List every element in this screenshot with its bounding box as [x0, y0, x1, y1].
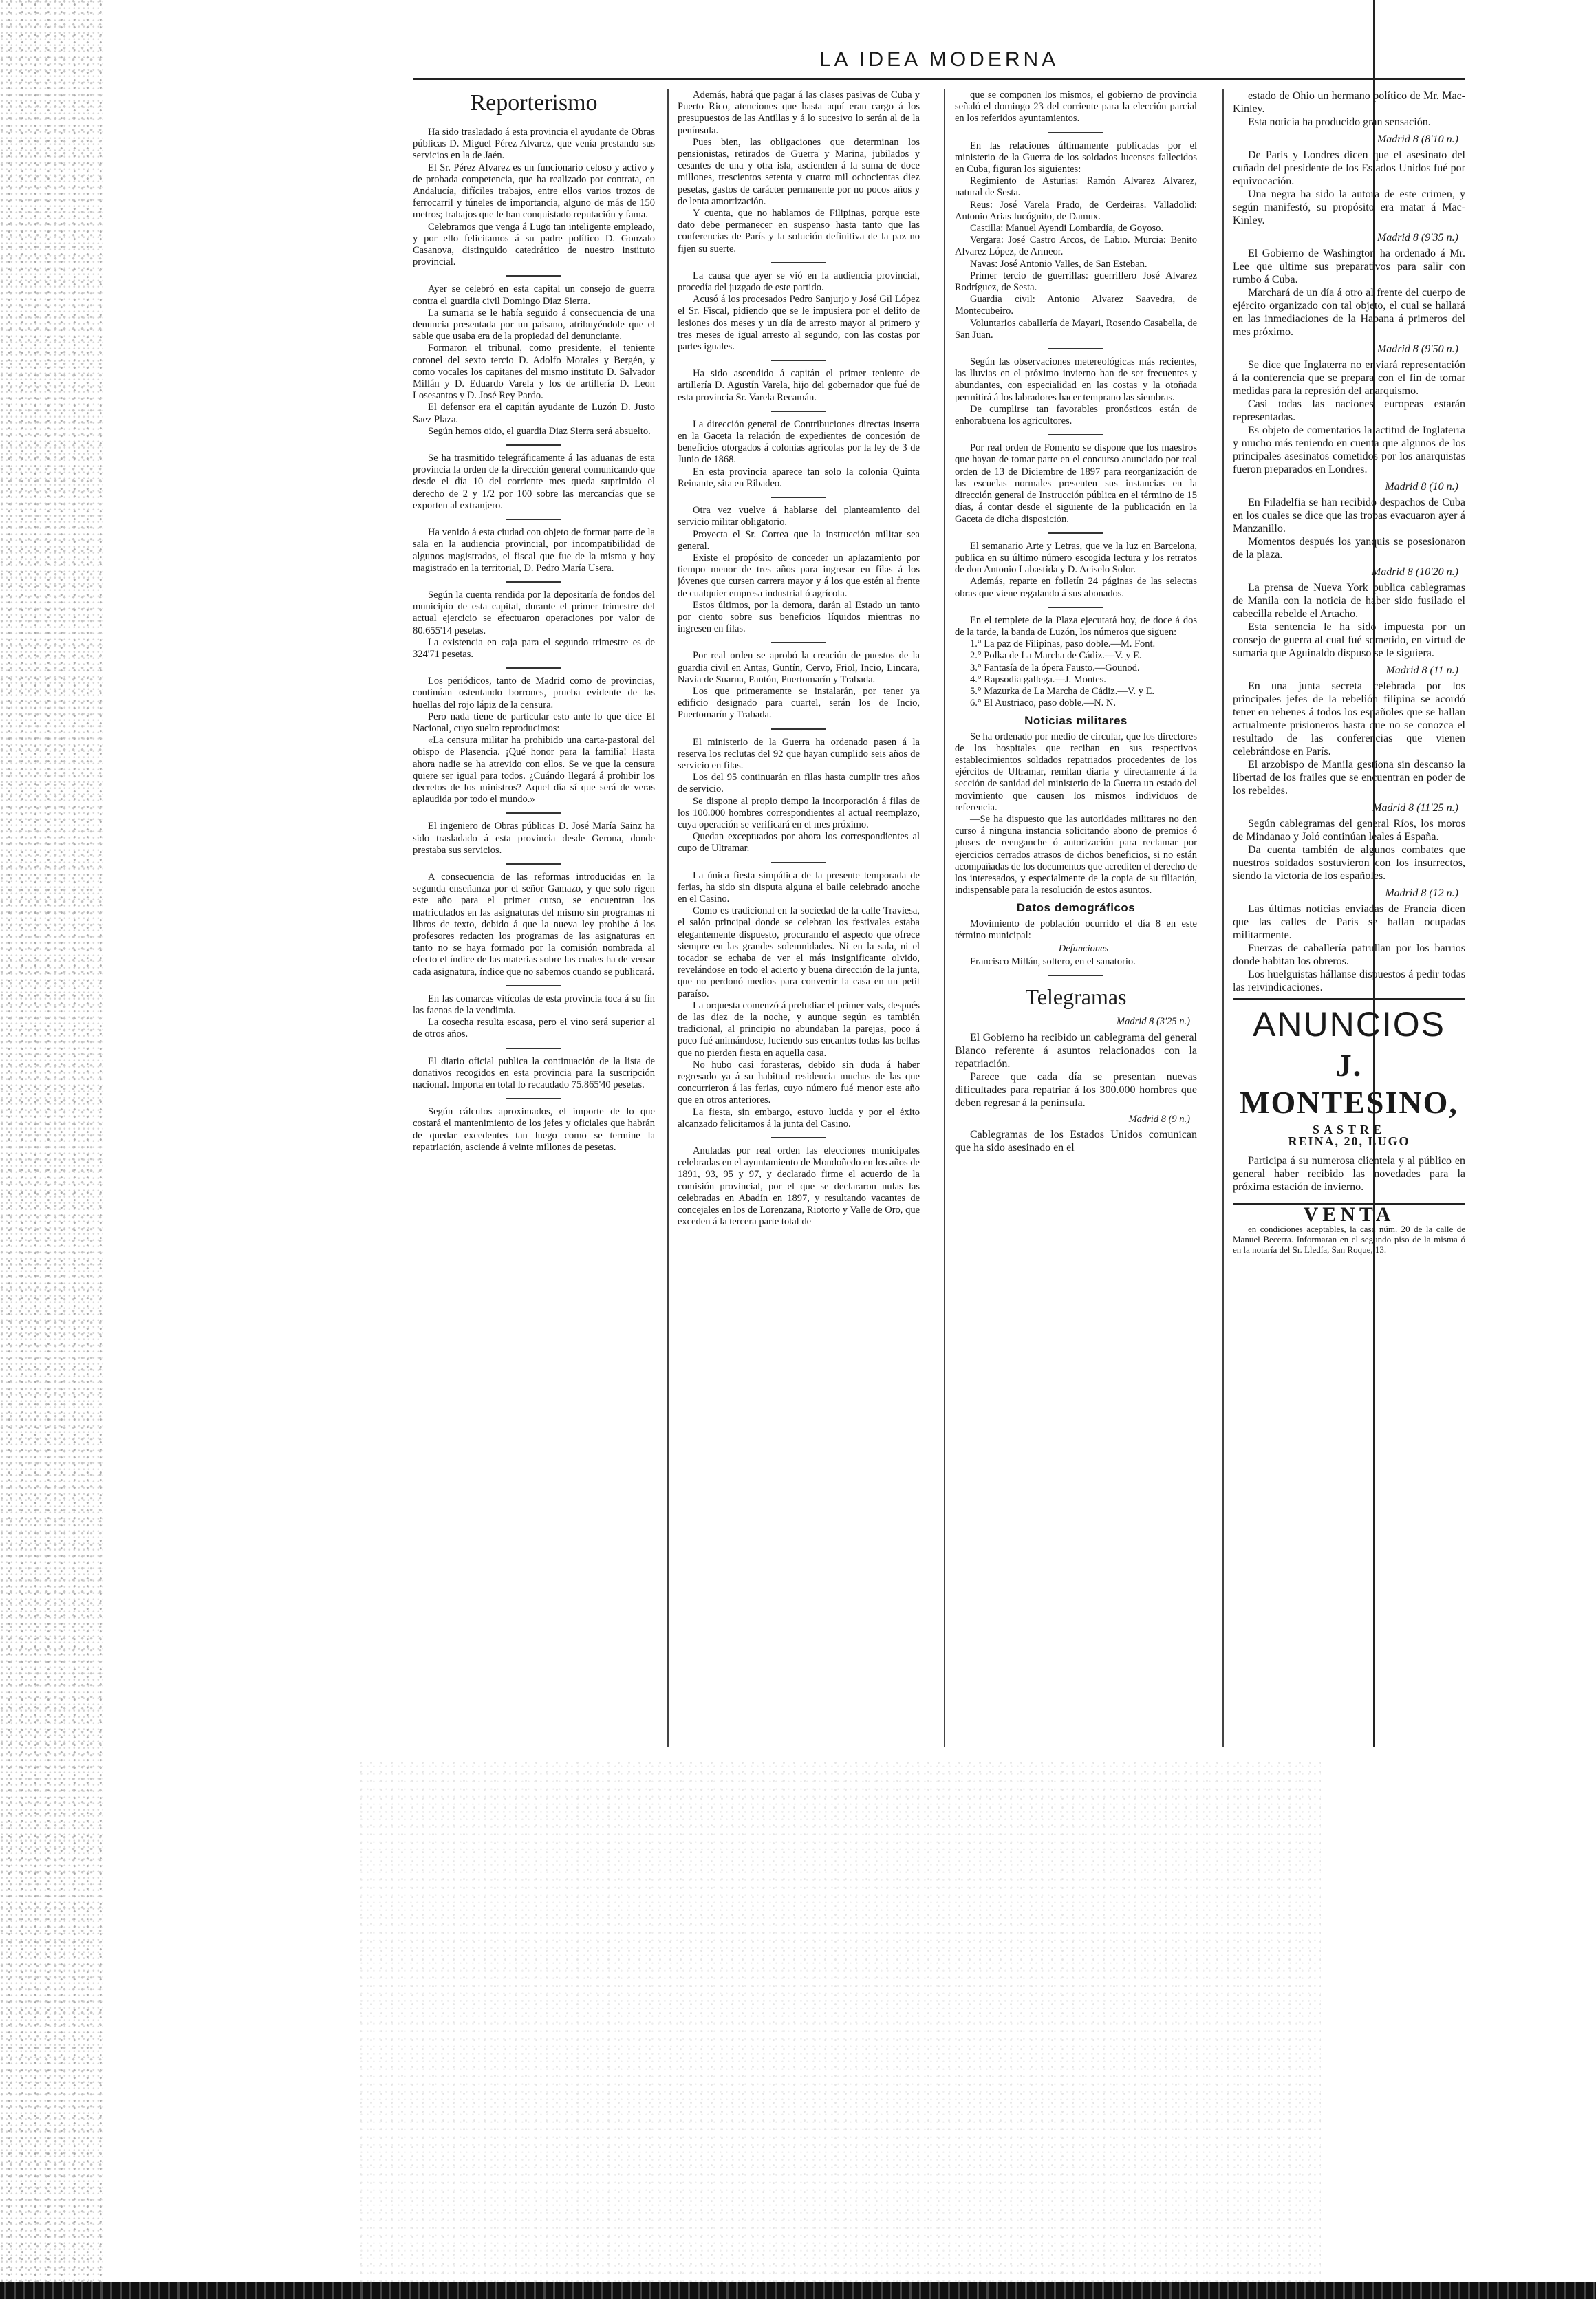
article-paragraph: «La censura militar ha prohibido una carta-pastoral del obispo de Plasencia. ¡Qué honor para la familia! Hasta ahora nadie se ha atrevido con ellos. Se ve que la censura quiere ser igual para todos. ¿Cuándo llegará á prohibir los decretos de los ministros? Aquel día sí que será de veras aplaudida por todo el mundo.» [413, 735, 655, 806]
article-paragraph: Según hemos oido, el guardia Diaz Sierra será absuelto. [428, 425, 651, 437]
article-paragraph: Se ha ordenado por medio de circular, que los directores de los hospitales que reciban en sus respectivos establecimientos soldados repatriados procedentes de los ejércitos de Ultramar, remitan diaria y directamente á la sección de sanidad del ministerio de la Guerra un estado del movimiento que causen los mismos individuos de referencia. [955, 731, 1197, 813]
telegram-dateline: Madrid 8 (12 n.) [1385, 887, 1458, 899]
demographic-intro: Movimiento de población ocurrido el día 8 en este término municipal: [955, 918, 1197, 941]
demographic-data-heading: Datos demográficos [1016, 901, 1136, 915]
telegrams-heading: Telegramas [1025, 984, 1127, 1010]
telegram-paragraph: Una negra ha sido la autora de este crimen, y según manifestó, su propósito era matar á Mac-Kinley. [1233, 188, 1465, 226]
article-paragraph: Reus: José Varela Prado, de Cerdeiras. Valladolid: Antonio Arias Iucógnito, de Damux. [955, 199, 1197, 222]
separator [771, 360, 826, 361]
telegram-paragraph: Momentos después los yanquis se posesionaron de la plaza. [1233, 536, 1465, 561]
column-3-body [955, 89, 1197, 709]
article-paragraph: El semanario Arte y Letras, que ve la luz en Barcelona, publica en su último número escogida lectura y los retratos de don Antonio Labastida y D. Aciselo Solor. [955, 540, 1197, 576]
article-paragraph: 4.° Rapsodia gallega.—J. Montes. [970, 673, 1106, 685]
separator [771, 642, 826, 643]
separator [506, 1098, 561, 1099]
separator [1048, 132, 1103, 133]
separator [771, 862, 826, 863]
telegram-dateline: Madrid 8 (10'20 n.) [1371, 566, 1458, 578]
article-paragraph: No hubo casi forasteras, debido sin duda á haber regresado ya á su habitual residencia muchas de las que concurrieron á las ferias, cuyo número fué menor este año que en otros anteriores. [678, 1059, 920, 1106]
deaths-subheading: Defunciones [1058, 943, 1109, 954]
telegram-paragraph: Esta noticia ha producido gran sensación. [1248, 116, 1431, 128]
telegram-paragraph: Parece que cada día se presentan nuevas dificultades para repatriar á los 300.000 hombres que deben regresar á la península. [955, 1070, 1197, 1109]
article-paragraph: La única fiesta simpática de la presente temporada de ferias, ha sido sin disputa alguna el baile celebrado anoche en el Casino. [678, 870, 920, 905]
article-paragraph: La dirección general de Contribuciones directas inserta en la Gaceta la relación de expedientes de concesión de beneficios otorgados á colonias agrícolas por la ley de 3 de Junio de 1868. [678, 418, 920, 466]
separator [506, 812, 561, 814]
article-paragraph: La existencia en caja para el segundo trimestre es de 324'71 pesetas. [413, 636, 655, 660]
article-paragraph: —Se ha dispuesto que las autoridades militares no den curso á ninguna instancia solicitando abono de premios ó pluses de reenganche ó autorización para reclamar por ejercicios cerrados atrasos de dichos beneficios, si no están acompañadas de los documentos que acrediten el derecho de los interesados, y especialmente de la copia de su filiación, indispensable para la resolución de estos asuntos. [955, 813, 1197, 896]
article-paragraph: Como es tradicional en la sociedad de la calle Traviesa, el salón principal donde se celebran los festivales estaba elegantemente dispuesto, procurando el aspecto que ofrece siempre en las grandes solemnidades. Ni en la sala, ni el tocador se echaba de ver el más insignificante olvido, revelándose en todo el acierto y buena dirección de la junta, que no perdonó medios para convertir la casa en un petit paraíso. [678, 905, 920, 1000]
article-paragraph: Los periódicos, tanto de Madrid como de provincias, continúan ostentando borrones, prueba evidente de las huellas del rojo lápiz de la censura. [413, 676, 655, 711]
article-paragraph: 2.° Polka de La Marcha de Cádiz.—V. y E. [970, 650, 1142, 662]
article-paragraph: Regimiento de Asturias: Ramón Alvarez Alvarez, natural de Sesta. [955, 175, 1197, 199]
article-paragraph: En esta provincia aparece tan solo la colonia Quinta Reinante, sita en Ribadeo. [678, 466, 920, 489]
section-title-reporterismo: Reporterismo [470, 90, 598, 116]
article-paragraph: Otra vez vuelve á hablarse del planteamiento del servicio militar obligatorio. [678, 505, 920, 528]
ads-heading: ANUNCIOS [1233, 998, 1465, 1044]
telegram-paragraph: Esta sentencia le ha sido impuesta por un consejo de guerra al cual fué sometido, en virtud de sumaria que Aguinaldo dispuso se le siguiera. [1233, 621, 1465, 659]
article-paragraph: Según la cuenta rendida por la depositaría de fondos del municipio de esta capital, durante el primer trimestre del actual ejercicio se efectuaron operaciones por valor de 80.655'14 pesetas. [413, 589, 655, 636]
article-paragraph: Anuladas por real orden las elecciones municipales celebradas en el ayuntamiento de Mondoñedo en los años de 1891, 93, 95 y 97, y declarado firme el acuerdo de la comisión provincial, por el que se declararon nulas las celebradas en Abadín en 1897, y resultando vacantes de concejales en los de Lorenzana, Riotorto y Valle de Oro, que exceden á la tercera parte total de [678, 1145, 920, 1228]
telegram-paragraph: El Gobierno de Washington ha ordenado á Mr. Lee que ultime sus preparativos para salir con rumbo á Cuba. [1233, 248, 1465, 285]
article-paragraph: Además, reparte en folletín 24 páginas de las selectas obras que viene regalando á sus abonados. [955, 576, 1197, 599]
death-entry: Francisco Millán, soltero, en el sanatorio. [970, 956, 1136, 968]
column-2-body [678, 89, 920, 1228]
article-paragraph: De cumplirse tan favorables pronósticos están de enhorabuena los agricultores. [955, 403, 1197, 427]
article-paragraph: Pues bien, las obligaciones que determinan los pensionistas, retirados de Guerra y Marina, jubilados y cesantes de una y otra isla, ascienden á la suma de doce millones, trescientos setenta y cuatro mil ochocientas diez pesetas, gastos de carácter permanente por no pocos años y de lenta amortización. [678, 136, 920, 207]
article-paragraph: Vergara: José Castro Arcos, de Labio. Murcia: Benito Alvarez López, de Armeor. [955, 235, 1197, 258]
separator [506, 667, 561, 669]
telegram-dateline: Madrid 8 (10 n.) [1385, 481, 1458, 493]
telegram-paragraph: Da cuenta también de algunos combates que nuestros soldados sostuvieron con los insurrectos, siendo la victoria de los españoles. [1233, 844, 1465, 882]
telegram-paragraph: Marchará de un día á otro al frente del cuerpo de ejército organizado con tal objeto, el cual se hallará en las inmediaciones de la Habana á primeros del mes próximo. [1233, 287, 1465, 338]
advertiser-trade: SASTRE [1312, 1123, 1386, 1136]
column-1 [413, 89, 655, 1761]
article-paragraph: 1.° La paz de Filipinas, paso doble.—M. Font. [970, 638, 1156, 650]
telegram-paragraph: Casi todas las naciones europeas estarán representadas. [1233, 398, 1465, 423]
sale-notice-heading: VENTA [1233, 1203, 1465, 1220]
article-paragraph: Ha venido á esta ciudad con objeto de formar parte de la sala en la audiencia provincial, por incompatibilidad de algunos magistrados, el fiscal que fue de la misma y hoy magistrado en la territorial, D. Pedro María Usera. [413, 527, 655, 574]
telegram-dateline: Madrid 8 (3'25 n.) [1116, 1016, 1190, 1028]
telegram-paragraph: En una junta secreta celebrada por los principales jefes de la rebelión filipina se acordó tener en rehenes á todos los españoles que se hallan actualmente prisioneros hasta que no se conozca el resultado de las conferencias que vienen celebrándose en París. [1233, 680, 1465, 757]
article-paragraph: Existe el propósito de conceder un aplazamiento por tiempo menor de tres años para ingresar en filas á los jóvenes que cursen carrera mayor y á los que estén al frente de cualquier empresa industrial ó agrícola. [678, 552, 920, 599]
article-paragraph: Castilla: Manuel Ayendi Lombardía, de Goyoso. [970, 223, 1163, 235]
article-paragraph: Celebramos que venga á Lugo tan inteligente empleado, y por ello felicitamos á su padre político D. Gonzalo Casanova, distinguido catedrático de nuestro instituto provincial. [413, 221, 655, 268]
separator [771, 728, 826, 730]
article-paragraph: El Sr. Pérez Alvarez es un funcionario celoso y activo y de probada competencia, que ha realizado por contrata, en Andalucía, difíciles trabajos, entre ellos varios trozos de ferrocarril y túneles de importancia, alguno de más de 150 metros; trabajos que le han conquistado reputación y fama. [413, 162, 655, 221]
advertisement-text: Participa á su numerosa clientela y al público en general haber recibido las novedades para la próxima estación de invierno. [1233, 1155, 1465, 1194]
separator [506, 581, 561, 583]
article-paragraph: La causa que ayer se vió en la audiencia provincial, procedía del juzgado de este partido. [678, 270, 920, 294]
scan-noise-left [0, 0, 103, 2299]
separator [771, 1137, 826, 1138]
article-paragraph: Ha sido trasladado á esta provincia el ayudante de Obras públicas D. Miguel Pérez Alvarez, que venía prestando sus servicios en la de Jaén. [413, 127, 655, 162]
advertiser-name: J. MONTESINO, [1240, 1048, 1458, 1120]
telegram-paragraph: Según cablegramas del general Ríos, los moros de Mindanao y Joló continúan leales á España. [1233, 818, 1465, 843]
article-paragraph: Ayer se celebró en esta capital un consejo de guerra contra el guardia civil Domingo Diaz Sierra. [413, 283, 655, 307]
telegram-dateline: Madrid 8 (11 n.) [1385, 665, 1458, 676]
article-paragraph: Se ha trasmitido telegráficamente á las aduanas de esta provincia la orden de la dirección general comunicando que desde el día 10 del corriente mes queda suprimido el derecho de 2 y 1/2 por 100 sobre las mercancías que se exporten al extranjero. [413, 453, 655, 511]
separator [1048, 607, 1103, 608]
article-paragraph: Por real orden se aprobó la creación de puestos de la guardia civil en Antas, Guntín, Cervo, Friol, Incio, Lincara, Navia de Suarna, Pantón, Puertomarín y Trabada. [678, 650, 920, 685]
sale-notice-text: en condiciones aceptables, la casa núm. 20 de la calle de Manuel Becerra. Informaran en el segundo piso de la misma ó en la notaría del Sr. Lledía, San Roque, 13. [1233, 1223, 1465, 1255]
article-paragraph: A consecuencia de las reformas introducidas en la segunda enseñanza por el señor Gamazo, y que solo rigen este año para el primer curso, se encuentran los matriculados en las asignaturas del mismo sin programas ni libros de texto, debido á que la nueva ley prohibe á los profesores redacten los programas de las asignaturas en tanto no se haya formado por la comisión nombrada al efecto el índice de las materias sobre las cuales ha de versar cada asignatura, índice que no sabemos cuando se publicará. [413, 871, 655, 978]
article-paragraph: Por real orden de Fomento se dispone que los maestros que hayan de tomar parte en el concurso anunciado por real orden de 13 de Diciembre de 1897 para reorganización de las escuelas normales presenten sus instancias en la dirección general de Instrucción pública en el término de 15 días, á contar desde el siguiente de la publicación en la Gaceta de dicha disposición. [955, 442, 1197, 525]
column-4 [1233, 89, 1465, 1761]
article-paragraph: La orquesta comenzó á preludiar el primer vals, después de las diez de la noche, y aunque según es también tradicional, al principio no abundaban la parejas, poco á poco fué animándose, luciendo sus encantos todas las bellas que no pierden fiesta en aquella casa. [678, 1000, 920, 1059]
header-rule [413, 78, 1465, 80]
article-paragraph: Proyecta el Sr. Correa que la instrucción militar sea general. [678, 528, 920, 552]
article-paragraph: El ministerio de la Guerra ha ordenado pasen á la reserva los reclutas del 92 que hayan cumplido seis años de servicio en filas. [678, 736, 920, 771]
article-paragraph: En las comarcas vitícolas de esta provincia toca á su fin las faenas de la vendimia. [413, 993, 655, 1016]
separator [1048, 348, 1103, 349]
column-rule [667, 89, 669, 1747]
article-paragraph: 6.° El Austriaco, paso doble.—N. N. [970, 698, 1116, 709]
scan-bottom-edge [0, 2282, 1596, 2299]
separator [1048, 434, 1103, 435]
military-news-body [955, 731, 1197, 897]
separator [506, 985, 561, 986]
article-paragraph: En las relaciones últimamente publicadas por el ministerio de la Guerra de los soldados lucenses fallecidos en Cuba, figuran los siguientes: [955, 140, 1197, 175]
scan-noise-bottom [358, 1761, 1321, 2284]
article-paragraph: El diario oficial publica la continuación de la lista de donativos recogidos en esta provincia para la suscripción nacional. Importa en total lo recaudado 75.865'40 pesetas. [413, 1055, 655, 1091]
article-paragraph: La cosecha resulta escasa, pero el vino será superior al de otros años. [413, 1017, 655, 1040]
telegram-dateline: Madrid 8 (11'25 n.) [1372, 802, 1458, 814]
column-1-body [413, 127, 655, 1154]
telegram-paragraph: El arzobispo de Manila gestiona sin descanso la libertad de los frailes que se encuentran en poder de los rebeldes. [1233, 759, 1465, 797]
article-paragraph: Estos últimos, por la demora, darán al Estado un tanto por ciento sobre sus beneficios líquidos mientras no ingresen en filas. [678, 599, 920, 635]
article-paragraph: Ha sido ascendido á capitán el primer teniente de artillería D. Agustín Varela, hijo del gobernador que fué de esta provincia Sr. Varela Recamán. [678, 368, 920, 403]
article-paragraph: Se dispone al propio tiempo la incorporación á filas de los 100.000 hombres correspondientes al actual reemplazo, cuya operación se verificará en el mes próximo. [678, 795, 920, 830]
article-paragraph: que se componen los mismos, el gobierno de provincia señaló el domingo 23 del corriente para la elección parcial en los referidos ayuntamientos. [955, 89, 1197, 125]
telegram-paragraph: Es objeto de comentarios la actitud de Inglaterra y mucho más teniendo en cuenta que algunos de los principales asesinatos cometidos por los anarquistas fueron preparados en Londres. [1233, 424, 1465, 475]
article-paragraph: Los que primeramente se instalarán, por tener ya edificio designado para cuartel, serán los de Incio, Puertomarín y Trabada. [678, 685, 920, 721]
article-paragraph: Los del 95 continuarán en filas hasta cumplir tres años de servicio. [678, 772, 920, 795]
separator [771, 497, 826, 498]
newspaper-title: LA IDEA MODERNA [819, 48, 1059, 71]
telegram-paragraph: estado de Ohio un hermano político de Mr. Mac-Kinley. [1233, 90, 1465, 115]
telegram-dateline: Madrid 8 (9 n.) [1128, 1113, 1190, 1125]
article-paragraph: Según cálculos aproximados, el importe de lo que costará el mantenimiento de los jefes y oficiales que habrán de quedar excedentes tan luego como se termine la repatriación, asciende á veinte millones de pesetas. [413, 1106, 655, 1153]
telegram-paragraph: La prensa de Nueva York publica cablegramas de Manila con la noticia de haber sido fusilado el cabecilla rebelde el Artacho. [1233, 582, 1465, 620]
telegram-paragraph: Las últimas noticias enviadas de Francia dicen que las calles de París se hallan ocupadas militarmente. [1233, 903, 1465, 941]
separator [506, 519, 561, 520]
telegram-dateline: Madrid 8 (8'10 n.) [1377, 133, 1458, 145]
article-paragraph: La sumaria se le había seguido á consecuencia de una denuncia presentada por un paisano, atribuyéndole que el sable que usaba era de la propiedad del denunciante. [413, 307, 655, 343]
article-paragraph: 3.° Fantasía de la ópera Fausto.—Gounod. [970, 662, 1140, 673]
separator [771, 411, 826, 412]
article-paragraph: La fiesta, sin embargo, estuvo lucida y por el éxito alcanzado felicitamos á la junta del Casino. [678, 1106, 920, 1130]
telegram-paragraph: Cablegramas de los Estados Unidos comunican que ha sido asesinado en el [955, 1128, 1197, 1154]
article-paragraph: Formaron el tribunal, como presidente, el teniente coronel del sexto tercio D. Adolfo Morales y Bergén, y como vocales los capitanes del mismo instituto D. Salvador Millán y D. Eduardo Varela y los de artillería D. Leon Losesantos y D. José Rey Pardo. [413, 343, 655, 402]
advertiser-address: REINA, 20, LUGO [1288, 1134, 1410, 1149]
article-paragraph: Quedan exceptuados por ahora los correspondientes al cupo de Ultramar. [678, 831, 920, 854]
telegram-paragraph: En Filadelfia se han recibido despachos de Cuba en los cuales se dice que las tropas evacuaron ayer á Manzanillo. [1233, 497, 1465, 535]
telegram-paragraph: El Gobierno ha recibido un cablegrama del general Blanco referente á asuntos relacionados con la repatriación. [955, 1031, 1197, 1070]
separator [506, 863, 561, 865]
telegram-dateline: Madrid 8 (9'35 n.) [1377, 232, 1458, 244]
article-paragraph: Según las observaciones metereológicas más recientes, las lluvias en el próximo invierno han de ser frecuentes y abundantes, con especialidad en las costas y la otoñada permitirá á los labradores hacer temprano las siembras. [955, 356, 1197, 403]
column-rule [1222, 89, 1224, 1747]
article-paragraph: Guardia civil: Antonio Alvarez Saavedra, de Montecubeiro. [955, 294, 1197, 317]
telegram-paragraph: Los huelguistas hállanse dispuestos á pedir todas las reivindicaciones. [1233, 969, 1465, 993]
telegram-dateline: Madrid 8 (9'50 n.) [1377, 343, 1458, 355]
article-paragraph: El defensor era el capitán ayudante de Luzón D. Justo Saez Plaza. [413, 402, 655, 425]
telegram-paragraph: Se dice que Inglaterra no enviará representación á la conferencia que se prepara con el fin de tomar medidas para la represión del anarquismo. [1233, 359, 1465, 397]
separator [506, 444, 561, 446]
separator [506, 275, 561, 277]
military-news-heading: Noticias militares [1024, 714, 1128, 728]
article-paragraph: Voluntarios caballería de Mayari, Rosendo Casabella, de San Juan. [955, 317, 1197, 341]
separator [1048, 975, 1103, 976]
column-2 [678, 89, 920, 1761]
article-paragraph: En el templete de la Plaza ejecutará hoy, de doce á dos de la tarde, la banda de Luzón, los números que siguen: [955, 614, 1197, 638]
article-paragraph: 5.° Mazurka de La Marcha de Cádiz.—V. y E. [970, 685, 1155, 697]
article-paragraph: Pero nada tiene de particular esto ante lo que dice El Nacional, cuyo suelto reproducimos: [413, 711, 655, 734]
article-paragraph: El ingeniero de Obras públicas D. José María Sainz ha sido trasladado á esta provincia desde Gerona, donde prestaba sus servicios. [413, 821, 655, 856]
article-paragraph: Y cuenta, que no hablamos de Filipinas, porque este dato debe permanecer en suspenso hasta tanto que las conferencias de París y la solución definitiva de la paz no fijen su suerte. [678, 208, 920, 255]
article-paragraph: Además, habrá que pagar á las clases pasivas de Cuba y Puerto Rico, atenciones que hasta aquí eran cargo á los presupuestos de las Antillas y á lo sucesivo lo serán al de la península. [678, 89, 920, 136]
article-paragraph: Primer tercio de guerrillas: guerrillero José Alvarez Rodríguez, de Sesta. [955, 270, 1197, 294]
article-paragraph: Acusó á los procesados Pedro Sanjurjo y José Gil López el Sr. Fiscal, pidiendo que se le impusiera por el delito de lesiones dos meses y un día de arresto mayor al primero y tres meses de igual arresto al segundo, con las costas por partes iguales. [678, 294, 920, 353]
column-3 [955, 89, 1197, 1761]
separator [771, 262, 826, 263]
separator [1048, 532, 1103, 534]
telegram-paragraph: De París y Londres dicen que el asesinato del cuñado del presidente de los Estados Unidos fué por equivocación. [1233, 149, 1465, 187]
column-4-body [1233, 89, 1465, 994]
separator [506, 1048, 561, 1049]
telegram-paragraph: Fuerzas de caballería patrullan por los barrios donde habitan los obreros. [1233, 942, 1465, 967]
column-rule [944, 89, 945, 1747]
article-paragraph: Navas: José Antonio Valles, de San Esteban. [970, 258, 1147, 270]
